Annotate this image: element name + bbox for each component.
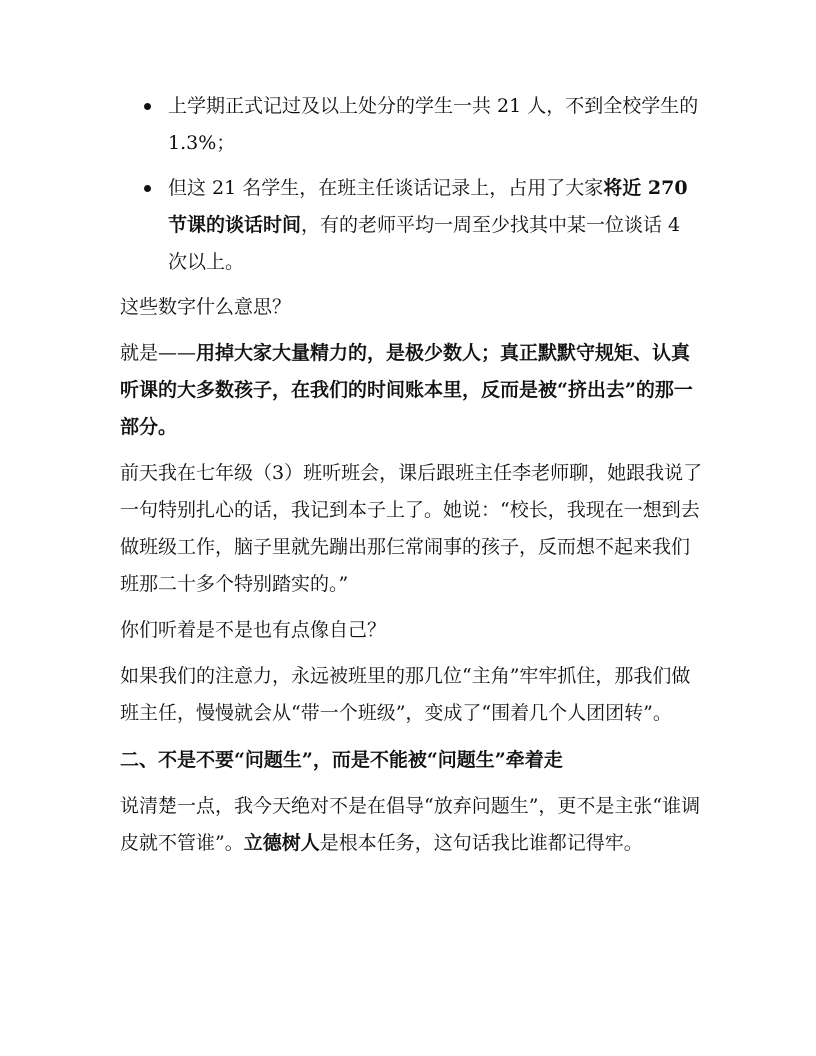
statistics-list xyxy=(120,88,705,281)
list-item xyxy=(120,88,705,162)
attention-paragraph: 如果我们的注意力，永远被班里的那几位“主角”牢牢抓住，那我们做班主任，慢慢就会从“带一个班级”，变成了“围着几个人团团转”。 xyxy=(120,665,691,724)
bullet-text-emphasis: 将近 270 节课的谈话时间 xyxy=(168,177,688,236)
document-page xyxy=(120,88,705,871)
meaning-lead: 就是—— xyxy=(120,342,197,364)
clarify-lead: 说清楚一点，我今天绝对不是在倡导“放弃问题生”，更不是主张“谁调皮就不管谁”。 xyxy=(120,795,701,854)
section-heading: 二、不是不要“问题生”，而是不能被“问题生”牵着走 xyxy=(120,749,563,771)
meaning-paragraph xyxy=(120,335,705,446)
meaning-emphasis: 用掉大家大量精力的，是极少数人；真正默默守规矩、认真听课的大多数孩子，在我们的时间账本里，反而是被“挤出去”的那一部分。 xyxy=(120,342,693,438)
bullet-icon xyxy=(144,185,151,192)
story-paragraph: 前天我在七年级（3）班听班会，课后跟班主任李老师聊，她跟我说了一句特别扎心的话，我记到本子上了。她说：“校长，我现在一想到去做班级工作，脑子里就先蹦出那仨常闹事的孩子，反而想不起来我们班那二十多个特别踏实的。” xyxy=(120,462,703,595)
bullet-icon xyxy=(144,103,151,110)
list-item xyxy=(120,170,705,281)
question-paragraph: 这些数字什么意思？ xyxy=(120,296,292,318)
clarify-tail: 是根本任务，这句话我比谁都记得牢。 xyxy=(319,832,643,854)
bullet-text: 上学期正式记过及以上处分的学生一共 21 人，不到全校学生的 1.3%； xyxy=(168,95,699,154)
clarify-paragraph xyxy=(120,788,705,862)
ask-paragraph: 你们听着是不是也有点像自己？ xyxy=(120,619,387,641)
bullet-text-lead: 但这 21 名学生，在班主任谈话记录上，占用了大家 xyxy=(168,177,604,199)
bullet-text-tail: ，有的老师平均一周至少找其中某一位谈话 4 次以上。 xyxy=(168,214,681,273)
clarify-emphasis: 立德树人 xyxy=(243,832,320,854)
